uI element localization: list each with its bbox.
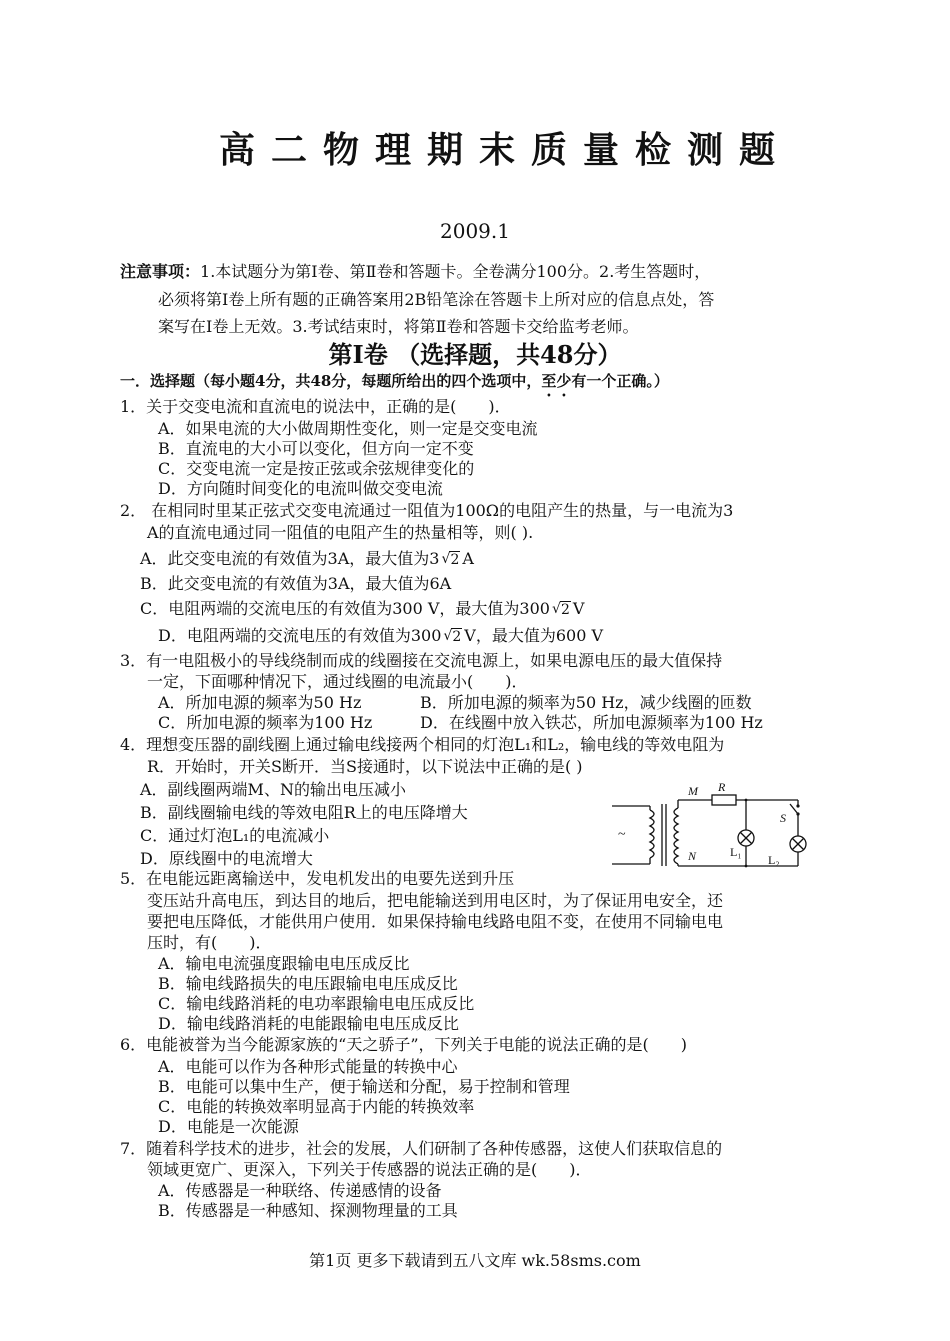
sqrt-symbol: √ 2	[551, 601, 570, 618]
label-r: R	[718, 780, 726, 794]
q2-stem-1: 2． 在相同时里某正弦式交变电流通过一阻值为100Ω的电阻产生的热量，与一电流为3	[120, 501, 734, 520]
q2-option-a: A．此交变电流的有效值为3A，最大值为3 √ 2 A	[140, 548, 474, 571]
q5-option-c: C．输电线路消耗的电功率跟输电电压成反比	[158, 994, 475, 1013]
q4-option-c: C．通过灯泡L₁的电流减小	[140, 826, 330, 845]
q6-option-a: A．电能可以作为各种形式能量的转换中心	[158, 1057, 458, 1076]
q7-option-a: A．传感器是一种联络、传递感情的设备	[158, 1181, 442, 1200]
q4-stem-2: R．开始时，开关S断开．当S接通时，以下说法中正确的是( )	[147, 757, 583, 776]
q5-option-b: B．输电线路损失的电压跟输电电压成反比	[158, 974, 458, 993]
exam-date: 2009.1	[440, 219, 510, 243]
section-title: 第Ⅰ卷 （选择题，共48分）	[328, 340, 622, 369]
q6-option-d: D．电能是一次能源	[158, 1117, 299, 1136]
q7-stem-1: 7．随着科学技术的进步，社会的发展，人们研制了各种传感器，这使人们获取信息的	[120, 1139, 723, 1158]
q2-option-b: B．此交变电流的有效值为3A，最大值为6A	[140, 574, 452, 593]
q3-stem-1: 3．有一电阻极小的导线绕制而成的线圈接在交流电源上，如果电源电压的最大值保持	[120, 651, 723, 670]
q5-option-d: D．输电线路消耗的电能跟输电电压成反比	[158, 1014, 459, 1033]
q5-stem-1: 5．在电能远距离输送中，发电机发出的电要先送到升压	[120, 869, 515, 888]
q1-option-b: B．直流电的大小可以变化，但方向一定不变	[158, 439, 474, 458]
ac-source-symbol: ~	[618, 827, 626, 842]
q2-stem-2: A的直流电通过同一阻值的电阻产生的热量相等，则( ).	[147, 523, 534, 542]
label-m: M	[688, 784, 698, 798]
emphasis-at-least: 至少	[541, 372, 572, 390]
q3-option-d: D．在线圈中放入铁芯，所加电源频率为100 Hz	[420, 713, 763, 732]
q1-option-a: A．如果电流的大小做周期性变化，则一定是交变电流	[158, 419, 538, 438]
q4-option-b: B．副线圈输电线的等效电阻R上的电压降增大	[140, 803, 468, 822]
q5-stem-4: 压时，有( )．	[147, 933, 272, 952]
notice-label: 注意事项：	[120, 262, 201, 281]
q2-option-c: C．电阻两端的交流电压的有效值为300 V，最大值为300 √ 2 V	[140, 598, 584, 621]
section-instructions: 一．选择题（每小题4分，共48分，每题所给出的四个选项中，至少有一个正确。）	[120, 372, 669, 390]
q5-stem-2: 变压站升高电压，到达目的地后，把电能输送到用电区时，为了保证用电安全，还	[147, 891, 724, 910]
q4-option-a: A．副线圈两端M、N的输出电压减小	[140, 780, 406, 799]
q6-option-c: C．电能的转换效率明显高于内能的转换效率	[158, 1097, 475, 1116]
q3-stem-2: 一定，下面哪种情况下，通过线圈的电流最小( )．	[147, 672, 528, 691]
sqrt-symbol: √ 2	[441, 551, 460, 568]
q1-option-d: D．方向随时间变化的电流叫做交变电流	[158, 479, 443, 498]
q3-option-c: C．所加电源的频率为100 Hz	[158, 713, 373, 732]
page-title: 高二物理期末质量检测题	[218, 129, 791, 171]
notice-line-3: 案写在Ⅰ卷上无效。3.考试结束时，将第Ⅱ卷和答题卡交给监考老师。	[158, 317, 639, 336]
label-s: S	[780, 811, 786, 825]
q7-stem-2: 领域更宽广、更深入，下列关于传感器的说法正确的是( )．	[147, 1160, 592, 1179]
q6-option-b: B．电能可以集中生产，便于输送和分配，易于控制和管理	[158, 1077, 570, 1096]
label-l1: L₁	[730, 845, 742, 859]
q4-stem-1: 4．理想变压器的副线圈上通过输电线接两个相同的灯泡L₁和L₂，输电线的等效电阻为	[120, 735, 725, 754]
q1-option-c: C．交变电流一定是按正弦或余弦规律变化的	[158, 459, 475, 478]
q7-option-b: B．传感器是一种感知、探测物理量的工具	[158, 1201, 458, 1220]
label-n: N	[688, 849, 697, 863]
q6-stem: 6．电能被誉为当今能源家族的“天之骄子”，下列关于电能的说法正确的是( )	[120, 1035, 688, 1054]
q3-option-a: A．所加电源的频率为50 Hz	[158, 693, 362, 712]
sqrt-symbol: √ 2	[443, 628, 462, 645]
q3-option-b: B．所加电源的频率为50 Hz，减少线圈的匝数	[420, 693, 752, 712]
q2-option-d: D．电阻两端的交流电压的有效值为300 √ 2 V，最大值为600 V	[158, 625, 603, 648]
transformer-circuit-diagram	[608, 780, 808, 872]
q4-option-d: D．原线圈中的电流增大	[140, 849, 313, 868]
q5-option-a: A．输电电流强度跟输电电压成反比	[158, 954, 410, 973]
q1-stem: 1．关于交变电流和直流电的说法中，正确的是( )．	[120, 397, 511, 416]
notice-line-1: 注意事项：1.本试题分为第Ⅰ卷、第Ⅱ卷和答题卡。全卷满分100分。2.考生答题时，	[120, 262, 711, 281]
label-l2: L₂	[768, 853, 780, 867]
q5-stem-3: 要把电压降低，才能供用户使用．如果保持输电线路电阻不变，在使用不同输电电	[147, 912, 724, 931]
page-footer: 第1页 更多下载请到五八文库 wk.58sms.com	[309, 1251, 641, 1270]
notice-line-2: 必须将第Ⅰ卷上所有题的正确答案用2B铅笔涂在答题卡上所对应的信息点处，答	[158, 290, 715, 309]
